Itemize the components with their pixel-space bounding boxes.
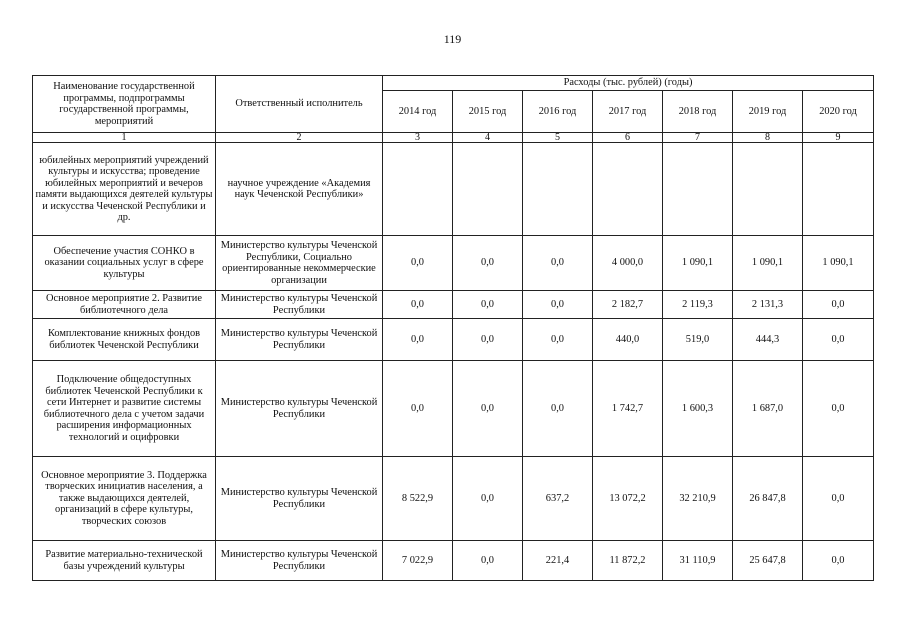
row-name: юбилейных мероприятий учреждений культуры и искусства; проведение юбилейных мероприятий и вечеров памяти выдающихся деятелей культуры и искусства Чеченской Республики и др.	[33, 143, 216, 236]
row-value	[663, 143, 733, 236]
row-value: 440,0	[593, 319, 663, 361]
row-value: 0,0	[383, 291, 453, 319]
row-value: 11 872,2	[593, 541, 663, 581]
row-value: 0,0	[803, 361, 874, 457]
row-value: 1 600,3	[663, 361, 733, 457]
row-value: 25 647,8	[733, 541, 803, 581]
row-value: 2 182,7	[593, 291, 663, 319]
column-number: 4	[453, 133, 523, 143]
row-value: 444,3	[733, 319, 803, 361]
table-row	[33, 143, 874, 236]
table-row	[33, 541, 874, 581]
header-executor-column: Ответственный исполнитель	[216, 76, 383, 133]
row-value: 0,0	[453, 361, 523, 457]
row-value: 1 090,1	[803, 236, 874, 291]
row-value: 519,0	[663, 319, 733, 361]
row-value: 0,0	[383, 236, 453, 291]
row-value: 0,0	[453, 319, 523, 361]
page-number: 119	[443, 32, 462, 46]
row-value: 0,0	[803, 457, 874, 541]
column-number: 3	[383, 133, 453, 143]
row-value: 0,0	[453, 541, 523, 581]
row-value: 0,0	[383, 319, 453, 361]
row-name: Подключение общедоступных библиотек Чеченской Республики к сети Интернет и развитие системы библиотечного дела с учетом задачи расширения информационных технологий и оцифровки	[33, 361, 216, 457]
row-value: 8 522,9	[383, 457, 453, 541]
row-executor: Министерство культуры Чеченской Республики	[216, 361, 383, 457]
row-value: 2 119,3	[663, 291, 733, 319]
row-value: 0,0	[803, 541, 874, 581]
row-value: 0,0	[803, 319, 874, 361]
row-value: 2 131,3	[733, 291, 803, 319]
row-value: 0,0	[453, 291, 523, 319]
row-value: 31 110,9	[663, 541, 733, 581]
header-expenses: Расходы (тыс. рублей) (годы)	[383, 76, 874, 91]
header-year: 2020 год	[803, 91, 874, 133]
row-value: 0,0	[523, 361, 593, 457]
row-value	[593, 143, 663, 236]
row-value: 4 000,0	[593, 236, 663, 291]
header-year: 2014 год	[383, 91, 453, 133]
row-value	[733, 143, 803, 236]
table-row	[33, 236, 874, 291]
header-year: 2018 год	[663, 91, 733, 133]
row-name: Развитие материально-технической базы учреждений культуры	[33, 541, 216, 581]
table-row	[33, 291, 874, 319]
row-executor: Министерство культуры Чеченской Республики	[216, 541, 383, 581]
column-number: 9	[803, 133, 874, 143]
row-name: Основное мероприятие 2. Развитие библиотечного дела	[33, 291, 216, 319]
expenses-table	[32, 75, 874, 581]
row-name: Комплектование книжных фондов библиотек Чеченской Республики	[33, 319, 216, 361]
row-value: 1 742,7	[593, 361, 663, 457]
row-value	[383, 143, 453, 236]
row-executor: Министерство культуры Чеченской Республики	[216, 457, 383, 541]
row-value: 0,0	[453, 236, 523, 291]
column-number: 6	[593, 133, 663, 143]
row-value: 1 687,0	[733, 361, 803, 457]
header-year: 2016 год	[523, 91, 593, 133]
header-year: 2019 год	[733, 91, 803, 133]
table-row	[33, 457, 874, 541]
row-value: 13 072,2	[593, 457, 663, 541]
row-value	[453, 143, 523, 236]
row-value: 1 090,1	[663, 236, 733, 291]
row-executor: научное учреждение «Академия наук Чеченской Республики»	[216, 143, 383, 236]
row-value: 7 022,9	[383, 541, 453, 581]
row-name: Основное мероприятие 3. Поддержка творческих инициатив населения, а также выдающихся деятелей, организаций в сфере культуры, творческих союзов	[33, 457, 216, 541]
column-number: 2	[216, 133, 383, 143]
header-year: 2017 год	[593, 91, 663, 133]
header-name-column: Наименование государственной программы, подпрограммы государственной программы, мероприятий	[33, 76, 216, 133]
row-value	[523, 143, 593, 236]
row-value: 0,0	[523, 291, 593, 319]
row-value	[803, 143, 874, 236]
row-executor: Министерство культуры Чеченской Республики	[216, 291, 383, 319]
row-value: 0,0	[383, 361, 453, 457]
table-row	[33, 361, 874, 457]
column-number: 8	[733, 133, 803, 143]
row-value: 32 210,9	[663, 457, 733, 541]
row-value: 0,0	[523, 319, 593, 361]
row-executor: Министерство культуры Чеченской Республики	[216, 319, 383, 361]
column-number: 1	[33, 133, 216, 143]
row-value: 0,0	[803, 291, 874, 319]
column-number: 5	[523, 133, 593, 143]
table-row	[33, 319, 874, 361]
row-value: 221,4	[523, 541, 593, 581]
row-name: Обеспечение участия СОНКО в оказании социальных услуг в сфере культуры	[33, 236, 216, 291]
row-executor: Министерство культуры Чеченской Республики, Социально ориентированные некоммерческие организации	[216, 236, 383, 291]
row-value: 637,2	[523, 457, 593, 541]
row-value: 1 090,1	[733, 236, 803, 291]
row-value: 0,0	[453, 457, 523, 541]
column-number: 7	[663, 133, 733, 143]
header-year: 2015 год	[453, 91, 523, 133]
row-value: 26 847,8	[733, 457, 803, 541]
row-value: 0,0	[523, 236, 593, 291]
